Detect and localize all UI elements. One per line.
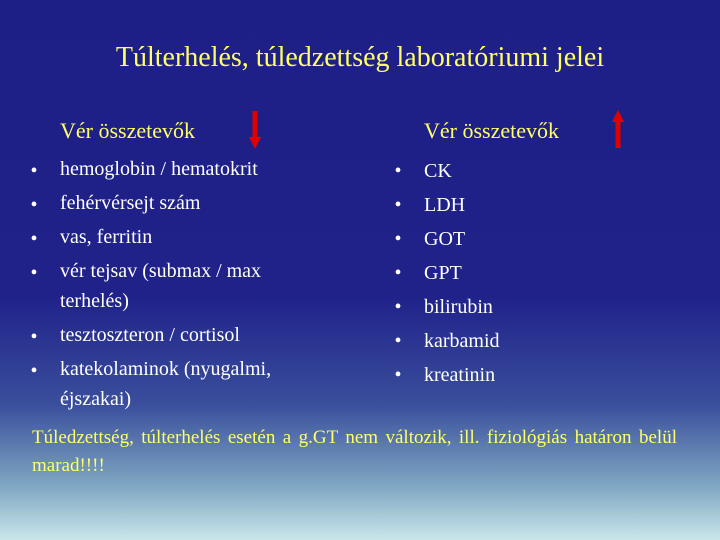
bullet-icon: •	[30, 160, 38, 182]
list-item	[392, 256, 592, 290]
list-item	[392, 222, 592, 256]
list-item	[392, 154, 592, 188]
bullet-icon: •	[394, 330, 402, 352]
bullet-icon: •	[394, 262, 402, 284]
list-item-text: CK	[424, 160, 452, 182]
list-item	[28, 320, 328, 350]
list-item-text: vas, ferritin	[60, 226, 153, 248]
list-item	[392, 188, 592, 222]
list-item-text: bilirubin	[424, 296, 493, 318]
list-item-text: GOT	[424, 228, 466, 250]
list-item-text: hemoglobin / hematokrit	[60, 158, 258, 180]
list-item	[28, 188, 328, 218]
arrow-up-icon	[612, 110, 624, 148]
list-item-text: vér tejsav (submax / max terhelés)	[60, 260, 262, 312]
left-column-heading: Vér összetevők	[60, 118, 196, 143]
list-item	[28, 154, 328, 184]
list-item	[392, 324, 592, 358]
bullet-icon: •	[394, 194, 402, 216]
list-item-text: katekolaminok (nyugalmi, éjszakai)	[60, 358, 272, 410]
right-column-heading: Vér összetevők	[424, 118, 560, 143]
bullet-icon: •	[394, 296, 402, 318]
list-item	[392, 358, 592, 392]
list-item-text: GPT	[424, 262, 462, 284]
list-item-text: fehérvérsejt szám	[60, 192, 201, 214]
list-item	[28, 256, 328, 316]
slide-title: Túlterhelés, túledzettség laboratóriumi jelei	[115, 42, 605, 73]
list-item	[28, 222, 328, 252]
list-item	[28, 354, 328, 414]
increasing-markers-list	[392, 154, 592, 392]
arrow-down-icon	[249, 111, 261, 149]
list-item-text: kreatinin	[424, 364, 496, 386]
bullet-icon: •	[30, 262, 38, 284]
footer-note: Túledzettség, túlterhelés esetén a g.GT nem változik, ill. fiziológiás határon belül marad!!!!	[32, 427, 677, 476]
bullet-icon: •	[394, 228, 402, 250]
list-item	[392, 290, 592, 324]
bullet-icon: •	[394, 364, 402, 386]
bullet-icon: •	[30, 228, 38, 250]
bullet-icon: •	[30, 194, 38, 216]
list-item-text: tesztoszteron / cortisol	[60, 324, 240, 346]
bullet-icon: •	[30, 326, 38, 348]
decreasing-markers-list	[28, 154, 328, 418]
bullet-icon: •	[30, 360, 38, 382]
list-item-text: karbamid	[424, 330, 500, 352]
list-item-text: LDH	[424, 194, 466, 216]
bullet-icon: •	[394, 160, 402, 182]
